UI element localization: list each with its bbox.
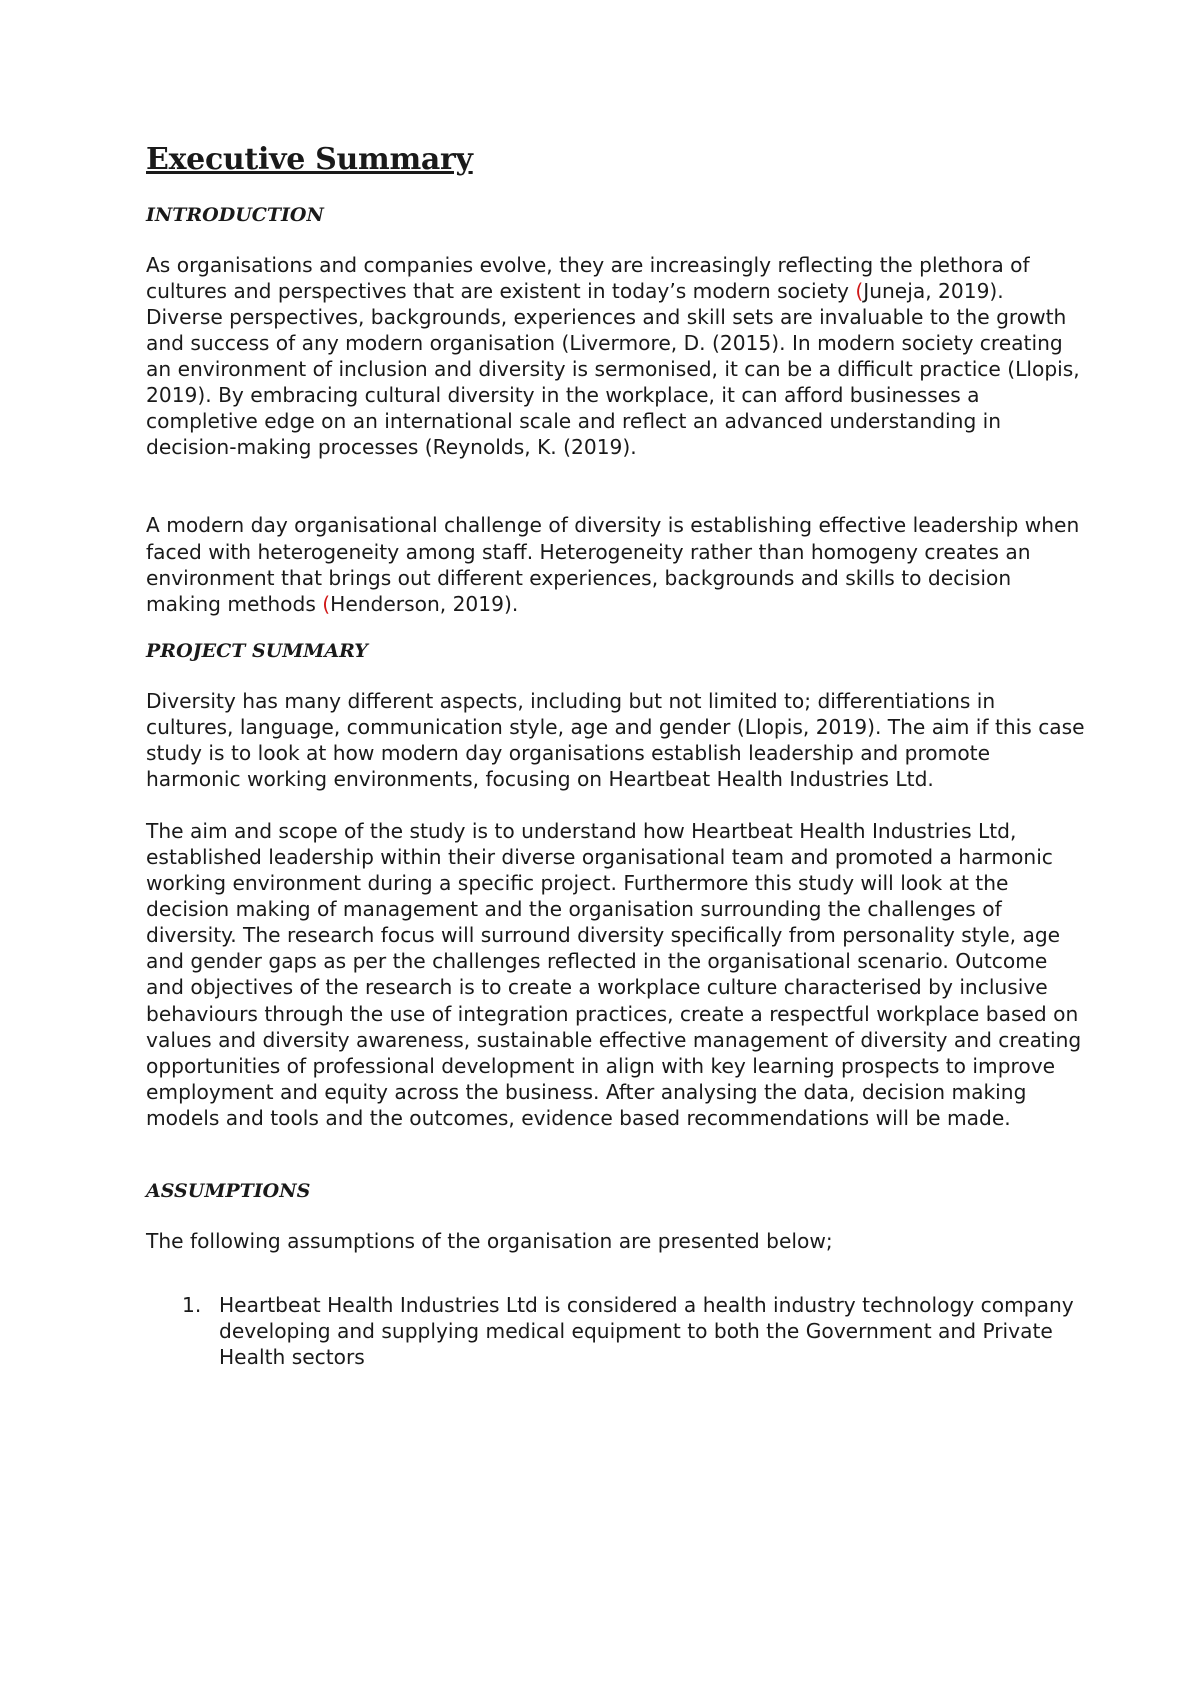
assumptions-list: [146, 1292, 1086, 1370]
project-summary-paragraph-1: Diversity has many different aspects, including but not limited to; differentiations in cultures, language, communication style, age and gender (Llopis, 2019). The aim if this case study is to look at how modern day organisations establish leadership and promote harmonic working environments, focusing on Heartbeat Health Industries Ltd.: [146, 688, 1085, 791]
section-heading-assumptions: ASSUMPTIONS: [146, 1180, 311, 1202]
section-heading-project-summary: PROJECT SUMMARY: [146, 639, 368, 662]
list-item-marker: 1.: [182, 1292, 202, 1317]
intro-p2-text-a: A modern day organisational challenge of diversity is establishing effective leadership when faced with heterogeneity among staff. Heterogeneity rather than homogeny creates an environment that brings out different experiences, backgrounds and skills to decision making methods: [146, 513, 1080, 616]
list-item-text: Heartbeat Health Industries Ltd is considered a health industry technology company developing and supplying medical equipment to both the Government and Private Health sectors: [219, 1292, 1074, 1369]
page-title: Executive Summary: [146, 142, 473, 177]
project-summary-paragraph-2: The aim and scope of the study is to understand how Heartbeat Health Industries Ltd, established leadership within their diverse organisational team and promoted a harmonic working environment during a specific project. Furthermore this study will look at the decision making of management and the organisation surrounding the challenges of diversity. The research focus will surround diversity specifically from personality style, age and gender gaps as per the challenges reflected in the organisational scenario. Outcome and objectives of the research is to create a workplace culture characterised by inclusive behaviours through the use of integration practices, create a respectful workplace based on values and diversity awareness, sustainable effective management of diversity and creating opportunities of professional development in align with key learning prospects to improve employment and equity across the business. After analysing the data, decision making models and tools and the outcomes, evidence based recommendations will be made.: [146, 818, 1082, 1130]
intro-p1-red-paren: (: [855, 278, 864, 303]
intro-p1-text-a: As organisations and companies evolve, they are increasingly reflecting the plethora of cultures and perspectives that are existent in today’s modern society: [146, 252, 1030, 303]
introduction-paragraph-1: [146, 252, 1086, 461]
list-item: [146, 1292, 1086, 1370]
intro-p2-red-paren: (: [322, 591, 331, 616]
section-heading-introduction: INTRODUCTION: [146, 204, 324, 226]
intro-p2-text-b: Henderson, 2019).: [330, 591, 519, 616]
intro-p1-text-b: Juneja, 2019). Diverse perspectives, backgrounds, experiences and skill sets are invaluable to the growth and success of any modern organisation (Livermore, D. (2015). In modern society creating an environment of inclusion and diversity is sermonised, it can be a difficult practice (Llopis, 2019). By embracing cultural diversity in the workplace, it can afford businesses a completive edge on an international scale and reflect an advanced understanding in decision-making processes (Reynolds, K. (2019).: [146, 278, 1080, 460]
assumptions-intro: The following assumptions of the organisation are presented below;: [146, 1228, 833, 1253]
document-body: [146, 140, 1086, 1370]
introduction-paragraph-2: [146, 512, 1086, 616]
